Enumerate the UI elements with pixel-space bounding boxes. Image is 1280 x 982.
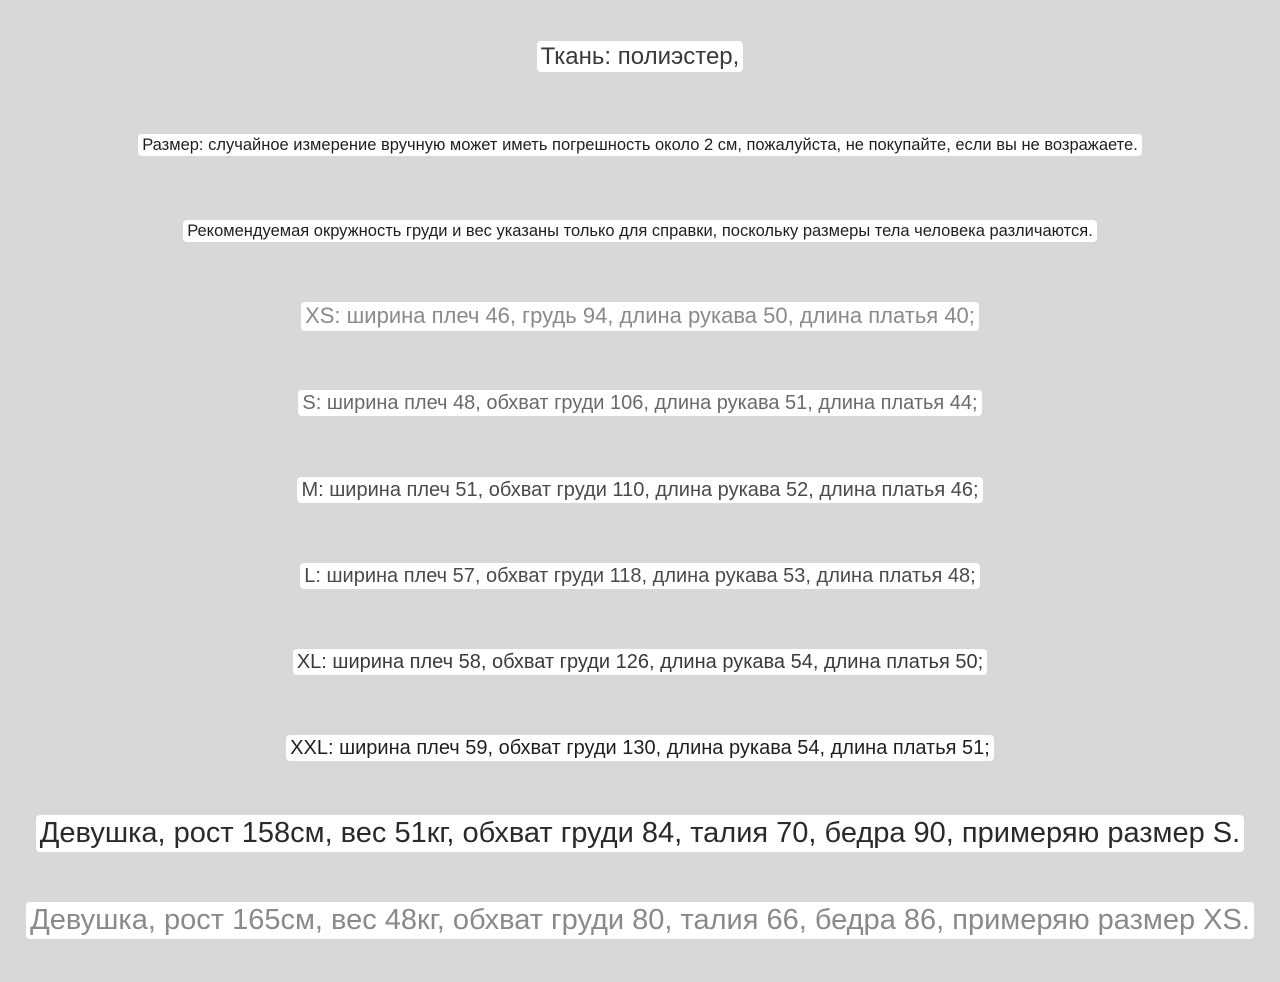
size-row-xl — [0, 649, 1280, 675]
model-info-text: Девушка, рост 165см, вес 48кг, обхват груди 80, талия 66, бедра 86, примеряю размер XS. — [26, 902, 1254, 939]
model-info-1 — [0, 815, 1280, 852]
size-row-xxl — [0, 735, 1280, 761]
size-row-m — [0, 477, 1280, 503]
size-row-text: M: ширина плеч 51, обхват груди 110, длина рукава 52, длина платья 46; — [297, 477, 982, 503]
size-row-text: XXL: ширина плеч 59, обхват груди 130, длина рукава 54, длина платья 51; — [286, 735, 994, 761]
recommendation-note-text: Рекомендуемая окружность груди и вес указаны только для справки, поскольку размеры тела человека различаются. — [183, 220, 1097, 242]
size-row-text: S: ширина плеч 48, обхват груди 106, длина рукава 51, длина платья 44; — [298, 390, 981, 416]
fabric-line — [0, 41, 1280, 72]
fabric-text: Ткань: полиэстер, — [537, 41, 744, 72]
recommendation-note-line — [0, 220, 1280, 242]
size-row-text: L: ширина плеч 57, обхват груди 118, длина рукава 53, длина платья 48; — [300, 563, 979, 589]
size-row-text: XS: ширина плеч 46, грудь 94, длина рукава 50, длина платья 40; — [301, 302, 979, 331]
model-info-2 — [0, 902, 1280, 939]
model-info-text: Девушка, рост 158см, вес 51кг, обхват груди 84, талия 70, бедра 90, примеряю размер S. — [36, 815, 1244, 852]
size-row-xs — [0, 302, 1280, 331]
size-row-l — [0, 563, 1280, 589]
size-note-line — [0, 134, 1280, 156]
size-row-s — [0, 390, 1280, 416]
size-row-text: XL: ширина плеч 58, обхват груди 126, длина рукава 54, длина платья 50; — [293, 649, 987, 675]
size-note-text: Размер: случайное измерение вручную может иметь погрешность около 2 см, пожалуйста, не покупайте, если вы не возражаете. — [138, 134, 1142, 156]
